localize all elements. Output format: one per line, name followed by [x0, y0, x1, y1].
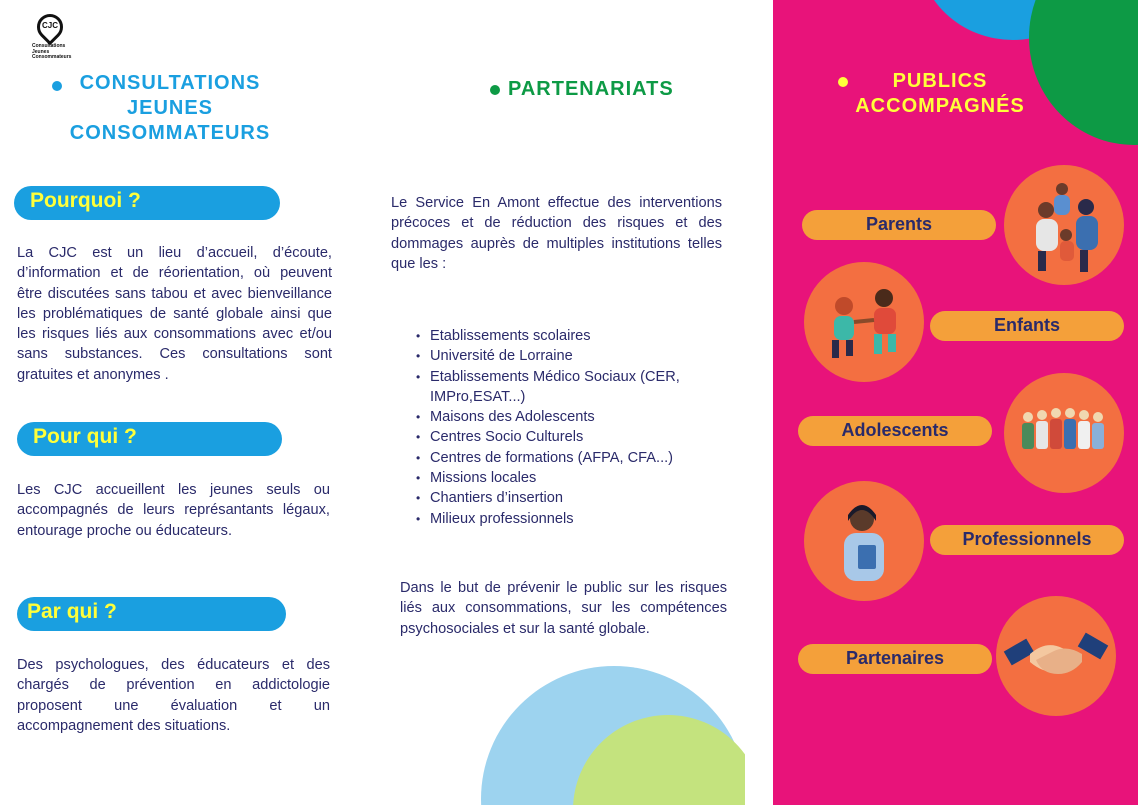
teens-illustration-icon — [1004, 373, 1124, 493]
list-item: • Milieux professionnels — [416, 509, 716, 529]
section-text-pourquoi: La CJC est un lieu d’accueil, d’écoute, d’information et de réorientation, où peuvent être discutées sans tabou et avec bienveillance les problématiques de santé globale ainsi que les risques liés aux consommations avec et/ou sans substances. Ces consultations sont gratuites et anonymes . — [17, 245, 332, 383]
list-item: • Université de Lorraine — [416, 346, 716, 366]
section-text-par-qui: Des psychologues, des éducateurs et des chargés de prévention en addictologie proposent une évaluation et un accompagnement des situations. — [17, 657, 330, 734]
partnership-outro: Dans le but de prévenir le public sur les risques liés aux consommations, sur les compétences psychosociales et sur la santé globale. — [400, 580, 727, 637]
section-text-pour-qui: Les CJC accueillent les jeunes seuls ou accompagnés de leurs représantants légaux, entourage proche ou éducateurs. — [17, 482, 330, 539]
partner-list — [416, 326, 716, 529]
logo-subtitle: Consultations Jeunes Consommateurs — [32, 43, 72, 60]
section-title: Pour qui ? — [33, 425, 137, 448]
list-item: • Etablissements scolaires — [416, 326, 716, 346]
heading-bullet — [490, 85, 500, 95]
partnership-intro: Le Service En Amont effectue des interventions précoces et de réduction des risques et des dommages auprès de multiples institutions telles que les : — [391, 195, 722, 272]
public-pill-partenaires: Partenaires — [798, 644, 992, 674]
decorative-circle-top-green — [1029, 0, 1138, 145]
professional-illustration-icon — [804, 481, 924, 601]
col2-heading: PARTENARIATS — [508, 78, 674, 100]
handshake-illustration-icon — [996, 596, 1116, 716]
family-illustration-icon — [1004, 165, 1124, 285]
col3-heading: PUBLICS ACCOMPAGNÉS — [855, 70, 1025, 117]
publics-panel — [773, 0, 1138, 805]
list-item: • Etablissements Médico Sociaux (CER, — [416, 367, 716, 387]
list-item: • Maisons des Adolescents — [416, 407, 716, 427]
children-illustration-icon — [804, 262, 924, 382]
list-item: • Missions locales — [416, 468, 716, 488]
section-title: Pourquoi ? — [30, 189, 141, 212]
list-item-continuation: IMPro,ESAT...) — [430, 388, 526, 405]
public-pill-adolescents: Adolescents — [798, 416, 992, 446]
section-title: Par qui ? — [27, 600, 117, 623]
section-pill-pour-qui — [17, 422, 282, 456]
public-pill-parents: Parents — [802, 210, 996, 240]
public-pill-professionnels: Professionnels — [930, 525, 1124, 555]
list-item: • Centres Socio Culturels — [416, 427, 716, 447]
page-fold-mask — [745, 650, 773, 805]
col1-heading: CONSULTATIONS JEUNES CONSOMMATEURS — [69, 72, 271, 144]
list-item: • Centres de formations (AFPA, CFA...) — [416, 448, 716, 468]
logo-mark: CJC — [42, 21, 59, 30]
public-pill-enfants: Enfants — [930, 311, 1124, 341]
list-item: • Chantiers d’insertion — [416, 488, 716, 508]
section-pill-par-qui — [17, 597, 286, 631]
cjc-logo — [30, 14, 74, 62]
section-pill-pourquoi — [14, 186, 280, 220]
